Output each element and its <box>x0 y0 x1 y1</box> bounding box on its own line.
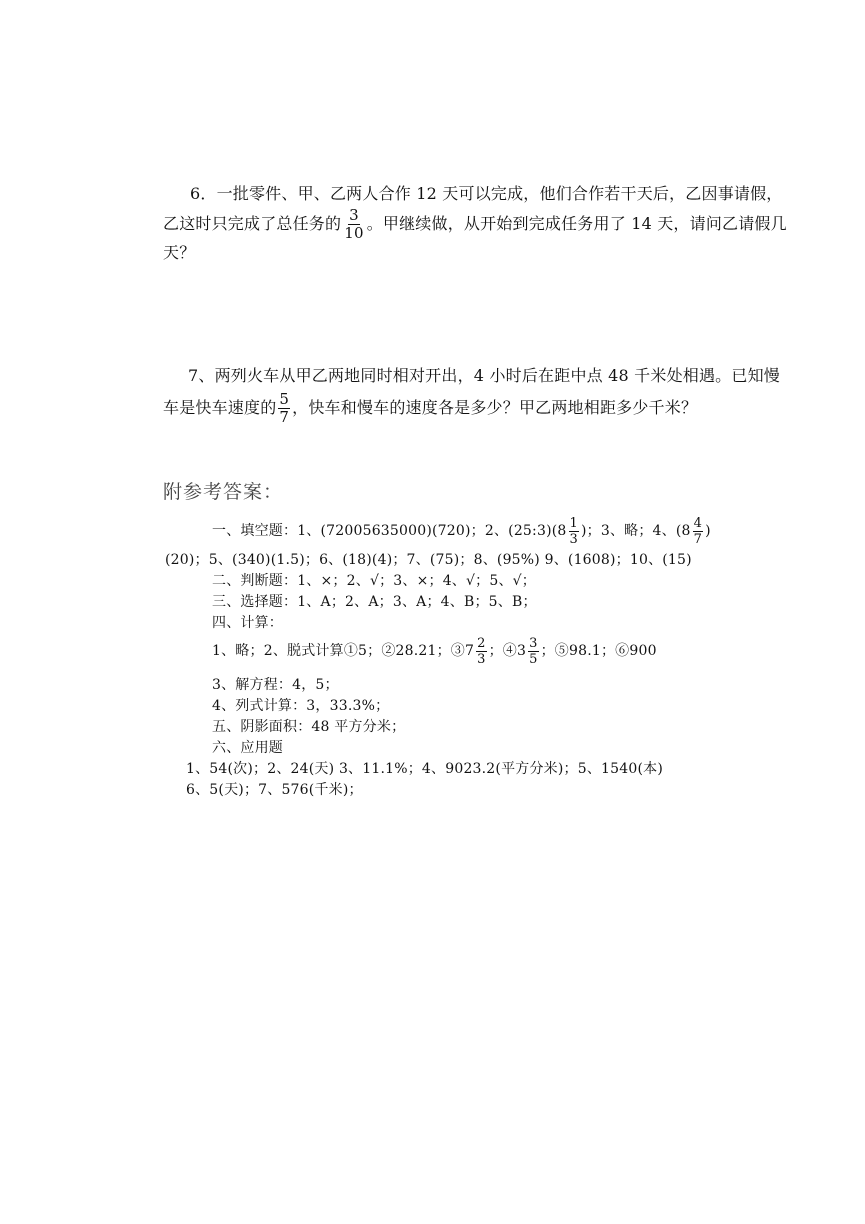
question-6-fraction <box>343 208 365 241</box>
fill-text-a: 一、填空题：1、(72005635000)(720)；2、(25:3)(8 <box>212 523 567 539</box>
calc-text-c: ；⑤98.1；⑥900 <box>540 643 657 659</box>
answer-fill-blank-line-2: (20)；5、(340)(1.5)；6、(18)(4)；7、(75)；8、(95%) 9、(1608)；10、(15) <box>165 552 692 568</box>
question-7-line-1: 7、两列火车从甲乙两地同时相对开出，4 小时后在距中点 48 千米处相遇。已知慢 <box>188 366 780 385</box>
fill-fraction-2 <box>693 517 703 546</box>
fraction-denominator: 10 <box>344 224 364 242</box>
fill-fraction-1 <box>569 517 579 546</box>
answer-formula: 4、列式计算：3，33.3%； <box>212 698 390 714</box>
question-7-text-a: 车是快车速度的 <box>163 398 277 417</box>
fraction-denominator: 5 <box>529 651 538 667</box>
question-6-line-3: 天？ <box>163 243 196 262</box>
answer-calc-line <box>212 636 657 666</box>
fraction-denominator: 3 <box>477 651 486 667</box>
fraction-numerator: 4 <box>693 515 703 531</box>
answer-choice: 三、选择题：1、A；2、A；3、A；4、B；5、B； <box>212 594 537 610</box>
fraction-numerator: 1 <box>569 515 578 531</box>
answers-heading: 附参考答案： <box>163 481 284 503</box>
question-7-fraction <box>278 392 290 425</box>
fraction-numerator: 2 <box>477 635 486 651</box>
fraction-denominator: 7 <box>693 531 703 547</box>
fraction-numerator: 3 <box>349 206 359 224</box>
answer-application-line-1: 1、54(次)；2、24(天) 3、11.1%；4、9023.2(平方分米)；5、1540(本) <box>186 761 663 777</box>
fraction-denominator: 3 <box>569 531 578 547</box>
answer-application-title: 六、应用题 <box>212 740 283 756</box>
answer-equation: 3、解方程：4，5； <box>212 677 339 693</box>
fill-text-b: )；3、略；4、(8 <box>580 523 691 539</box>
fraction-numerator: 3 <box>529 635 538 651</box>
question-7-text-b: ，快车和慢车的速度各是多少？甲乙两地相距多少千米？ <box>292 398 698 417</box>
fraction-denominator: 7 <box>279 408 290 426</box>
answer-judge: 二、判断题：1、×；2、√；3、×；4、√；5、√； <box>212 573 536 589</box>
fraction-numerator: 5 <box>279 390 290 408</box>
fill-text-c: ) <box>705 523 711 539</box>
calc-text-b: ；④3 <box>488 643 527 659</box>
answer-calc-title: 四、计算： <box>212 615 283 631</box>
answer-application-line-2: 6、5(天)；7、576(千米)； <box>186 782 363 798</box>
question-7-line-2 <box>163 392 697 425</box>
calc-fraction-2 <box>528 637 538 666</box>
question-6-text-a: 乙这时只完成了总任务的 <box>163 214 342 233</box>
question-6-text-b: 。甲继续做，从开始到完成任务用了 14 天，请问乙请假几 <box>366 214 787 233</box>
question-6-line-1: 6．一批零件、甲、乙两人合作 12 天可以完成，他们合作若干天后，乙因事请假， <box>190 184 783 203</box>
answer-shadow-area: 五、阴影面积：48 平方分米； <box>212 719 406 735</box>
calc-text-a: 1、略；2、脱式计算①5；②28.21；③7 <box>212 643 475 659</box>
calc-fraction-1 <box>476 637 486 666</box>
answer-fill-blank-line-1 <box>212 516 711 546</box>
question-6-line-2 <box>163 208 787 241</box>
